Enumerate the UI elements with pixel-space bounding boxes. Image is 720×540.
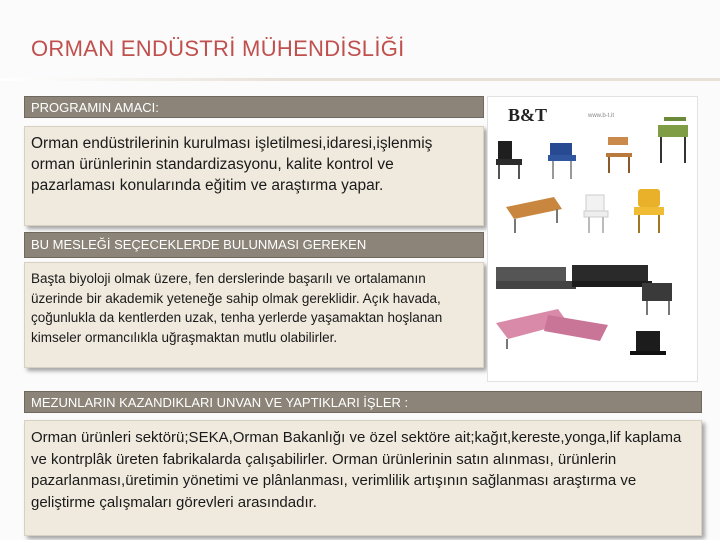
slide-title: ORMAN ENDÜSTRİ MÜHENDİSLİĞİ (31, 36, 405, 61)
graduates-heading-bar (24, 391, 702, 413)
brand-logo: B&T (508, 105, 548, 125)
sofa-chair (642, 283, 672, 315)
program-heading: PROGRAMIN AMACI: (31, 100, 159, 115)
wooden-bench (506, 197, 562, 233)
black-chair (496, 141, 522, 179)
title-divider (0, 78, 720, 81)
furniture-catalog-image (487, 96, 698, 382)
graduates-body-box (24, 420, 702, 536)
furniture-illustration (488, 97, 699, 383)
traits-body-box (24, 262, 484, 368)
program-body: Orman endüstrilerinin kurulması işletilmesi,idaresi,işlenmiş orman ürünlerinin standardizasyonu, kalite kontrol ve pazarlaması konularında eğitim ve araştırma yapar. (31, 135, 433, 194)
dark-sofa (572, 265, 652, 287)
traits-heading-bar (24, 232, 484, 258)
brand-url: www.b-t.it (588, 113, 615, 119)
graduates-body: Orman ürünleri sektörü;SEKA,Orman Bakanlığı ve özel sektöre ait;kağıt,kereste,yonga,lif kaplama ve kontrplâk üreten fabrikalarda çalışabilirler. Orman ürünlerinin satın alınması, ürünlerin pazarlanması,üretimin yönetimi ve plânlanması, verimlilik artışının sağlanması araştırma ve geliştirme çalışmaları görevleri arasındadır. (31, 429, 682, 511)
traits-heading: BU MESLEĞİ SEÇECEKLERDE BULUNMASI GEREKEN (31, 237, 367, 252)
yellow-chair (634, 189, 664, 233)
traits-body: Başta biyoloji olmak üzere, fen derslerinde başarılı ve ortalamanın üzerinde bir akademik yeteneğe sahip olmak gereklidir. Açık havada, çoğunlukla da kentlerden uzak, tenha yerlerde yaşamaktan hoşlanan kimseler ormancılıkla uğraşmaktan mutlu olabilirler. (31, 271, 443, 345)
grey-sofa (496, 267, 576, 289)
wooden-chair (606, 137, 632, 173)
white-chair (584, 195, 608, 233)
program-body-box (24, 126, 484, 226)
blue-chair (548, 143, 576, 179)
pink-sectional-sofa (496, 309, 608, 349)
green-chair (658, 117, 688, 163)
program-heading-bar (24, 96, 484, 118)
graduates-heading: MEZUNLARIN KAZANDIKLARI UNVAN VE YAPTIKLARI İŞLER : (31, 395, 409, 410)
black-lounge-chair (630, 331, 666, 355)
